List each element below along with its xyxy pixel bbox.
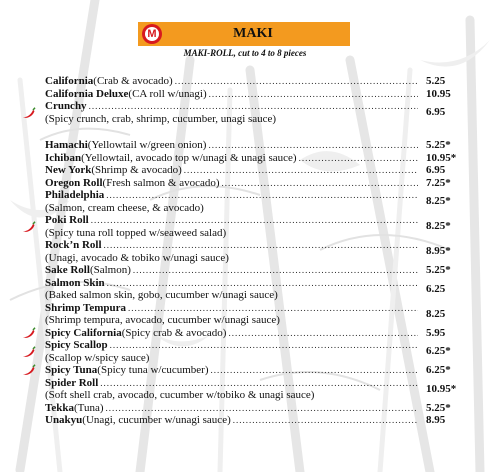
dot-leader — [210, 364, 418, 377]
menu-item — [45, 277, 470, 302]
menu-item — [45, 75, 470, 88]
menu-item-text — [45, 364, 418, 377]
item-price: 10.95* — [426, 382, 457, 395]
menu-item-line — [45, 389, 418, 402]
menu-item-text — [45, 139, 418, 152]
menu-item-line — [45, 100, 418, 113]
item-name: Poki Roll — [45, 214, 89, 226]
menu-item-line — [45, 314, 418, 327]
menu-item-text — [45, 239, 418, 264]
menu-item — [45, 364, 470, 377]
item-price: 8.95 — [426, 414, 446, 426]
item-name: Sake Roll — [45, 264, 90, 276]
menu-item — [45, 152, 470, 165]
chili-pepper-icon — [22, 364, 36, 376]
menu-gap — [45, 125, 470, 139]
item-name: Crunchy — [45, 100, 87, 112]
dot-leader — [91, 214, 418, 227]
item-description: (Soft shell crab, avocado, cucumber w/tobiko & unagi sauce) — [45, 389, 315, 401]
dot-leader — [104, 239, 418, 252]
menu-item — [45, 302, 470, 327]
menu-item-line — [45, 88, 418, 101]
item-price: 6.25 — [426, 282, 446, 295]
menu-item-text — [45, 75, 418, 88]
dot-leader — [107, 277, 418, 290]
menu-item — [45, 339, 470, 364]
item-description: (Spicy crab & avocado) — [121, 326, 227, 339]
menu-item-line — [45, 189, 418, 202]
item-price: 5.25 — [426, 75, 446, 87]
menu-item-line — [45, 75, 418, 88]
item-price: 5.25* — [426, 264, 451, 276]
badge-letter: M — [145, 27, 159, 41]
menu-item-line — [45, 152, 418, 165]
dot-leader — [106, 189, 418, 202]
item-price: 6.95 — [426, 106, 446, 119]
menu-item-text — [45, 339, 418, 364]
menu-item-line — [45, 239, 418, 252]
chili-pepper-icon — [22, 221, 36, 233]
item-description: (Scallop w/spicy sauce) — [45, 351, 150, 364]
menu-item-text — [45, 377, 418, 402]
dot-leader — [184, 164, 418, 177]
item-description: (Tuna) — [73, 401, 104, 414]
item-description: (Crab & avocado) — [93, 75, 173, 87]
item-name: Shrimp Tempura — [45, 301, 126, 314]
item-price: 5.25* — [426, 401, 451, 414]
item-name: Spider Roll — [45, 376, 99, 389]
item-name: California — [45, 75, 94, 87]
menu-item — [45, 189, 470, 214]
item-price: 8.95* — [426, 245, 451, 258]
menu-item — [45, 177, 470, 190]
menu-item-line — [45, 227, 418, 240]
item-price: 8.25* — [426, 220, 451, 233]
menu-item-line — [45, 264, 418, 277]
dot-leader — [299, 152, 418, 165]
menu-item — [45, 414, 470, 427]
section-title: MAKI — [233, 26, 273, 41]
menu-item-line — [45, 214, 418, 227]
menu-item-line — [45, 164, 418, 177]
dot-leader — [128, 302, 418, 315]
dot-leader — [228, 327, 418, 340]
item-description: (Baked salmon skin, gobo, cucumber w/unagi sauce) — [45, 289, 278, 301]
menu-item-text — [45, 189, 418, 214]
menu-item-line — [45, 339, 418, 352]
menu-item-line — [45, 414, 418, 427]
menu-item-line — [45, 113, 418, 126]
item-name: Spicy Scallop — [45, 339, 108, 351]
item-description: (Yellowtail, avocado top w/unagi & unagi sauce) — [81, 151, 297, 164]
dot-leader — [106, 402, 419, 415]
menu-item-text — [45, 264, 418, 277]
chili-pepper-icon — [22, 107, 36, 119]
dot-leader — [209, 88, 418, 101]
menu-list — [45, 75, 470, 427]
item-name: Philadelphia — [45, 189, 105, 201]
item-price: 10.95* — [426, 151, 457, 164]
item-description: (Salmon, cream cheese, & avocado) — [45, 201, 204, 214]
item-description: (Spicy tuna roll topped w/seaweed salad) — [45, 226, 227, 239]
item-price: 5.25* — [426, 139, 451, 151]
menu-item-text — [45, 302, 418, 327]
menu-item-text — [45, 177, 418, 190]
menu-item-line — [45, 302, 418, 315]
item-price: 6.25* — [426, 364, 451, 376]
item-description: (Shrimp & avocado) — [91, 164, 182, 176]
menu-item-line — [45, 139, 418, 152]
menu-item — [45, 139, 470, 152]
chili-pepper-icon — [22, 327, 36, 339]
item-name: Tekka — [45, 401, 74, 414]
chili-pepper-icon — [22, 346, 36, 358]
menu-item-line — [45, 202, 418, 215]
menu-item — [45, 377, 470, 402]
item-description: (CA roll w/unagi) — [128, 87, 207, 100]
menu-item-line — [45, 327, 418, 340]
dot-leader — [133, 264, 418, 277]
menu-item-line — [45, 402, 418, 415]
menu-item-line — [45, 252, 418, 265]
item-name: Hamachi — [45, 139, 88, 151]
item-name: Ichiban — [45, 151, 82, 164]
dot-leader — [100, 377, 418, 390]
item-description: (Spicy crunch, crab, shrimp, cucumber, unagi sauce) — [45, 112, 277, 125]
item-description: (Fresh salmon & avocado) — [102, 176, 220, 189]
dot-leader — [233, 414, 418, 427]
menu-item — [45, 239, 470, 264]
menu-item — [45, 264, 470, 277]
menu-item-text — [45, 327, 418, 340]
dot-leader — [222, 177, 418, 190]
item-name: Oregon Roll — [45, 176, 103, 189]
item-description: (Salmon) — [89, 264, 131, 276]
item-description: (Yellowtail w/green onion) — [87, 139, 207, 151]
item-price: 8.25* — [426, 195, 451, 208]
menu-item-text — [45, 214, 418, 239]
item-description: (Spicy tuna w/cucumber) — [97, 364, 209, 376]
menu-item-text — [45, 100, 418, 125]
menu-item-text — [45, 277, 418, 302]
item-price: 6.95 — [426, 164, 446, 176]
menu-item-line — [45, 352, 418, 365]
item-name: Spicy California — [45, 326, 122, 339]
menu-item — [45, 327, 470, 340]
dot-leader — [89, 100, 418, 113]
item-price: 10.95 — [426, 87, 451, 100]
menu-item-text — [45, 152, 418, 165]
dot-leader — [208, 139, 418, 152]
menu-item-text — [45, 402, 418, 415]
menu-item — [45, 88, 470, 101]
dot-leader — [110, 339, 418, 352]
menu-item-text — [45, 88, 418, 101]
menu-item-line — [45, 289, 418, 302]
menu-item — [45, 100, 470, 125]
item-description: (Unagi, avocado & tobiko w/unagi sauce) — [45, 251, 229, 264]
menu-item-line — [45, 377, 418, 390]
item-description: (Unagi, cucumber w/unagi sauce) — [82, 414, 231, 426]
menu-item-line — [45, 364, 418, 377]
item-price: 5.95 — [426, 326, 446, 339]
menu-item — [45, 402, 470, 415]
item-name: California Deluxe — [45, 87, 129, 100]
menu-item-text — [45, 414, 418, 427]
menu-item — [45, 214, 470, 239]
item-name: Spicy Tuna — [45, 364, 98, 376]
item-name: New York — [45, 164, 92, 176]
menu-item-line — [45, 277, 418, 290]
menu-item — [45, 164, 470, 177]
item-name: Rock’n Roll — [45, 239, 102, 251]
item-name: Unakyu — [45, 414, 83, 426]
section-subtitle: MAKI-ROLL, cut to 4 to 8 pieces — [183, 48, 307, 58]
dot-leader — [175, 75, 418, 88]
item-price: 8.25 — [426, 307, 446, 320]
section-badge-icon — [142, 24, 162, 44]
item-name: Salmon Skin — [45, 276, 105, 289]
item-price: 6.25* — [426, 345, 451, 358]
menu-item-line — [45, 177, 418, 190]
item-description: (Shrimp tempura, avocado, cucumber w/unagi sauce) — [45, 314, 280, 326]
menu-item-text — [45, 164, 418, 177]
item-price: 7.25* — [426, 176, 451, 189]
